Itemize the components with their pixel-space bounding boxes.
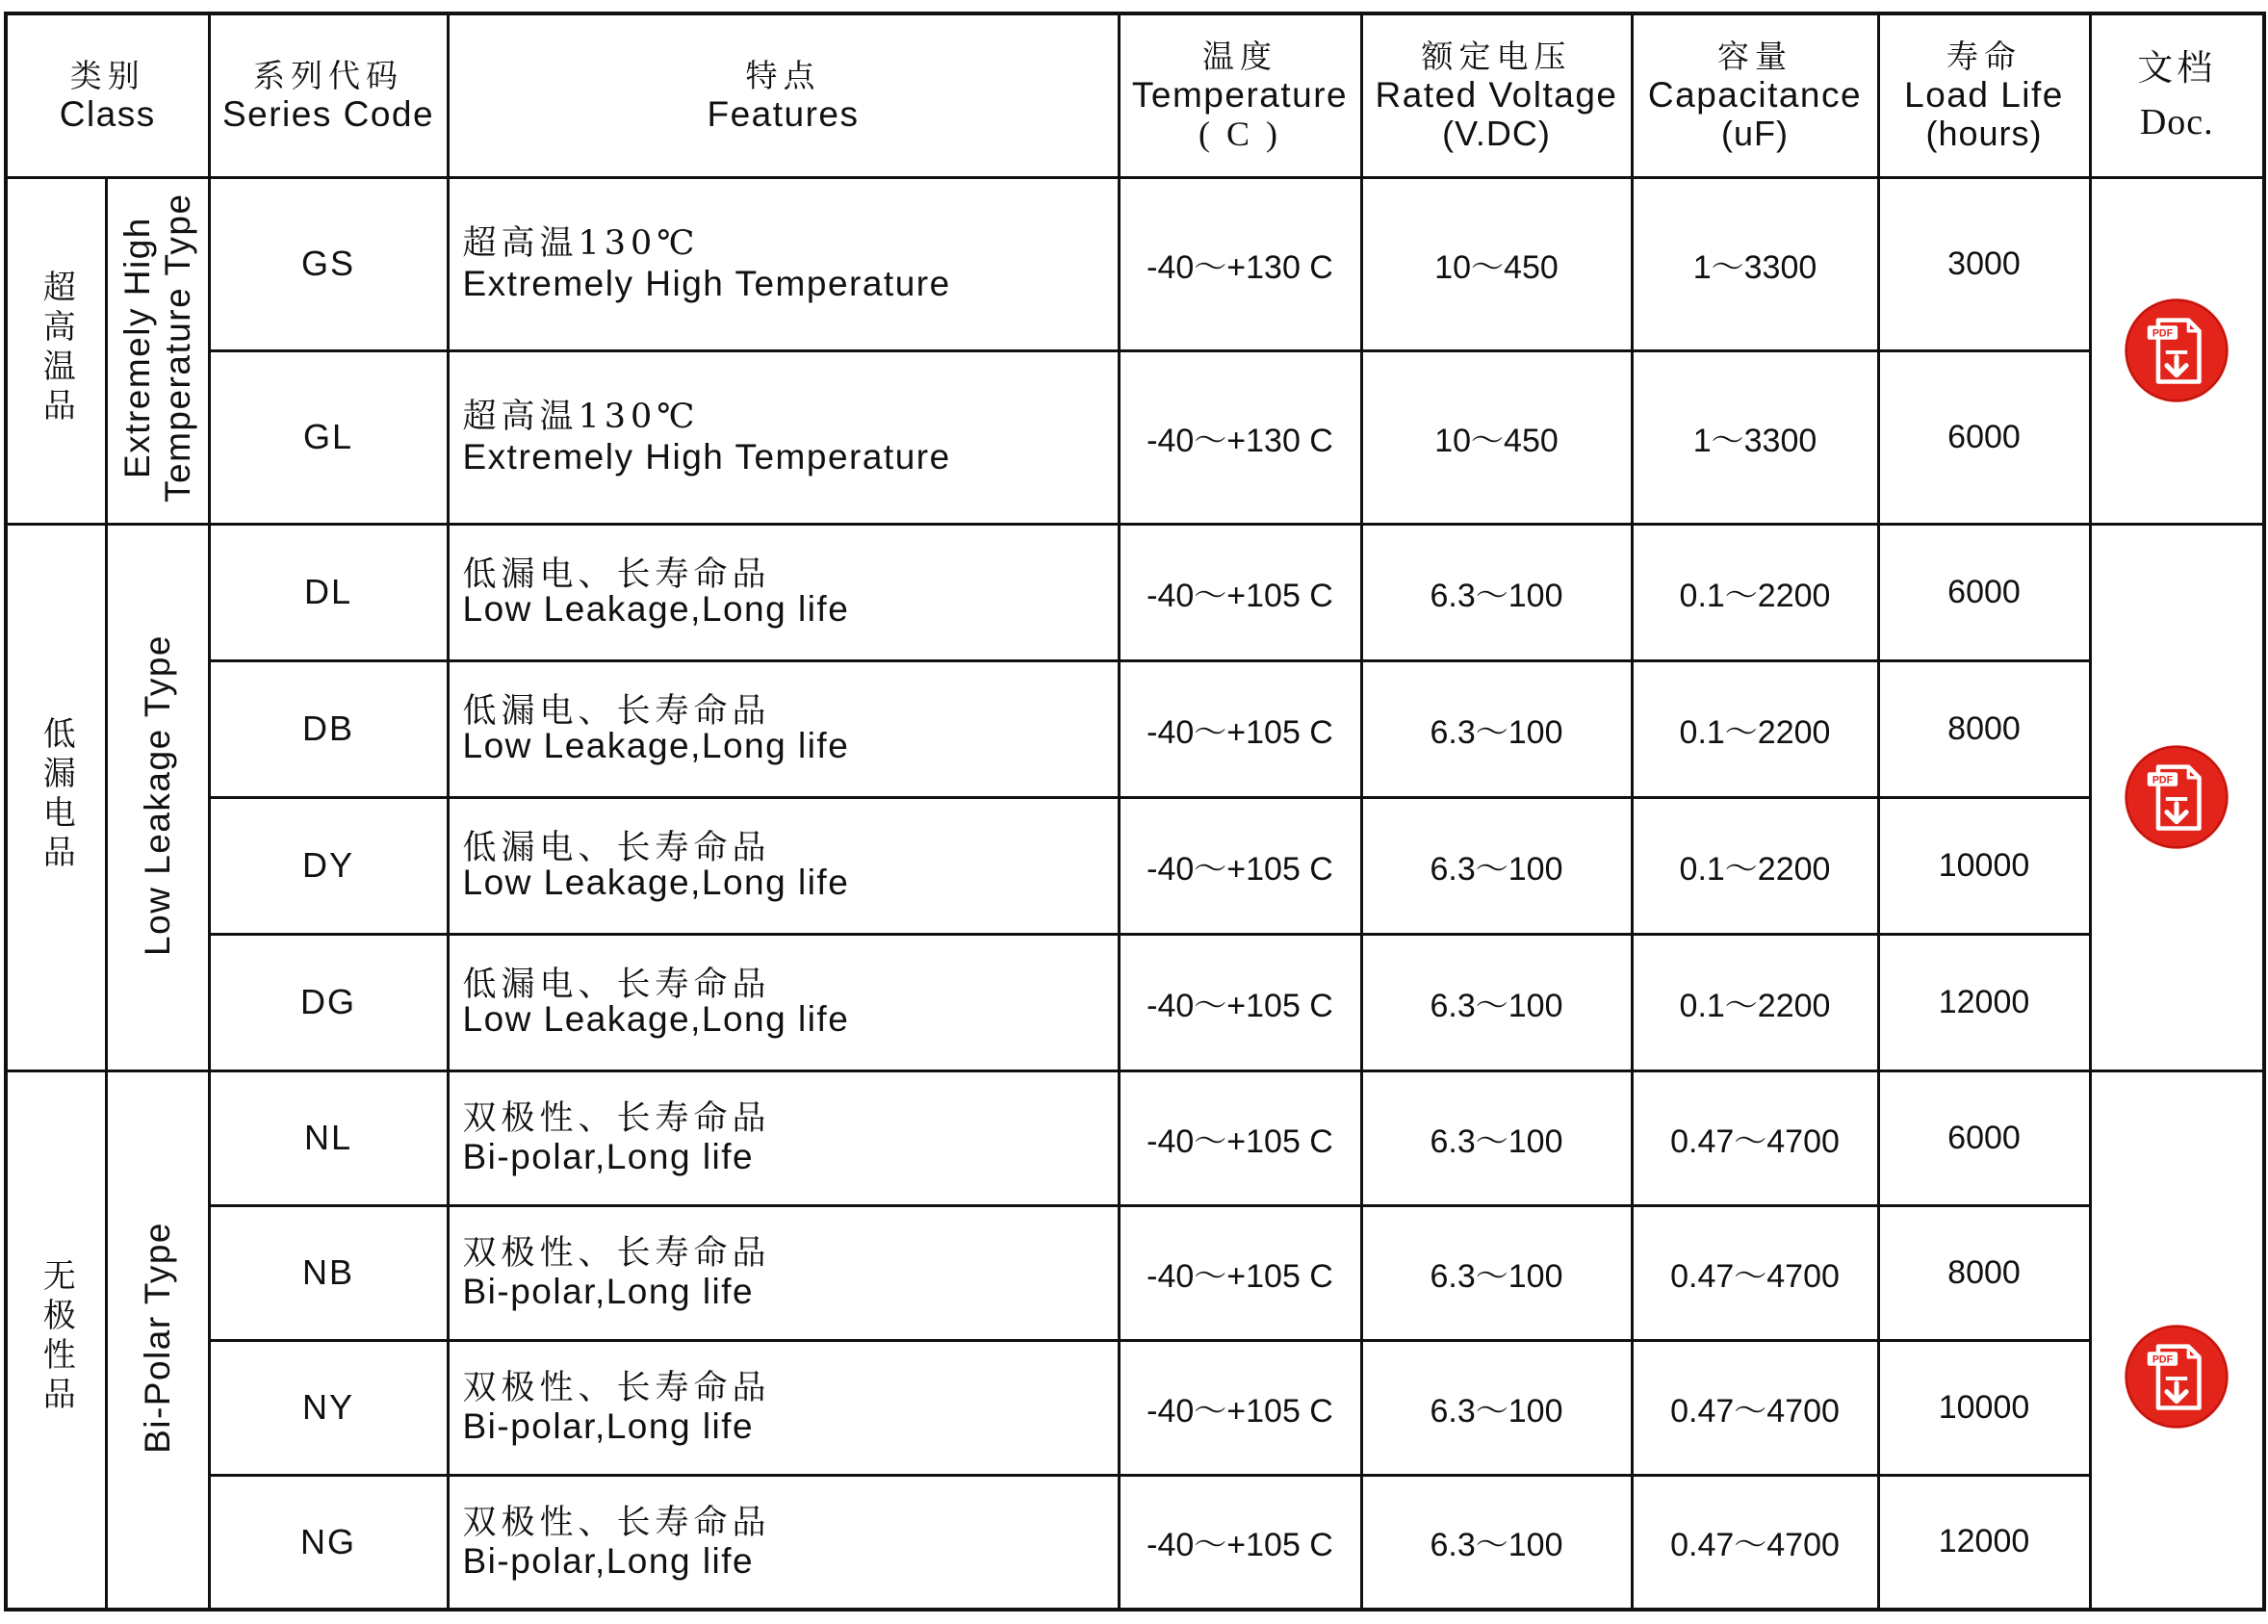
header-temperature [1119,13,1361,177]
features-cn: 低漏电、长寿命品 [462,829,771,867]
series-code-cell: DL [209,524,448,660]
header-rated-voltage-en: Rated Voltage [1375,75,1618,116]
features-cell [448,177,1119,350]
header-series-code-cn: 系列代码 [253,57,403,95]
rated-voltage-cell: 6.3～100 [1361,797,1632,934]
load-life-cell: 6000 [1878,1070,2090,1205]
series-code-cell: NB [209,1205,448,1340]
header-rated-voltage-cn: 额定电压 [1421,38,1572,76]
table-row [6,177,2264,350]
load-life-cell: 10000 [1878,797,2090,934]
load-life-cell: 3000 [1878,177,2090,350]
class-en-label: Bi-Polar Type [137,1221,177,1454]
temperature-cell: -40～+105 C [1119,1340,1361,1475]
features-en: Bi-polar,Long life [462,1406,755,1446]
class-cn-cell [6,1070,106,1610]
header-series-code-en: Series Code [221,94,435,135]
capacitance-cell: 0.47～4700 [1632,1340,1878,1475]
header-class [6,13,209,177]
class-en-label: Low Leakage Type [137,633,177,956]
capacitance-cell: 1～3300 [1632,177,1878,350]
series-code-cell: NG [209,1475,448,1610]
features-en: Extremely High Temperature [462,264,951,303]
series-code-cell: DY [209,797,448,934]
pdf-download-icon[interactable] [2123,743,2230,851]
features-en: Low Leakage,Long life [462,589,850,629]
features-cell [448,660,1119,797]
rated-voltage-cell: 6.3～100 [1361,934,1632,1070]
table-row [6,797,2264,934]
class-en-label: Extremely High Temperature Type [116,193,197,503]
features-cn: 超高温130℃ [462,398,700,436]
features-en: Bi-polar,Long life [462,1272,755,1311]
table-row [6,1205,2264,1340]
header-features-cn: 特点 [745,57,821,95]
class-cn-label: 低漏电品 [37,715,76,874]
class-cn-label: 无极性品 [37,1258,76,1417]
features-en: Low Leakage,Long life [462,863,850,902]
temperature-cell: -40～+105 C [1119,797,1361,934]
rated-voltage-cell: 10～450 [1361,177,1632,350]
features-cell [448,1205,1119,1340]
table-row [6,1475,2264,1610]
header-rated-voltage [1361,13,1632,177]
header-load-life-unit: (hours) [1925,114,2043,154]
features-cell [448,1070,1119,1205]
features-en: Extremely High Temperature [462,437,951,477]
table-row [6,524,2264,660]
header-rated-voltage-unit: (V.DC) [1442,114,1551,154]
pdf-icon-graphic [2123,296,2230,404]
capacitance-cell: 0.47～4700 [1632,1070,1878,1205]
table-row [6,350,2264,524]
header-class-en: Class [59,94,156,135]
series-code-cell: NY [209,1340,448,1475]
header-row [6,13,2264,177]
header-doc-en: Doc. [2139,102,2214,143]
features-cell [448,934,1119,1070]
features-en: Low Leakage,Long life [462,726,850,765]
rated-voltage-cell: 6.3～100 [1361,1340,1632,1475]
header-capacitance-en: Capacitance [1647,75,1863,116]
features-cn: 超高温130℃ [462,224,700,263]
header-class-cn: 类别 [69,57,145,95]
header-load-life-cn: 寿命 [1946,38,2022,76]
table-row [6,1070,2264,1205]
header-capacitance-cn: 容量 [1717,38,1792,76]
series-code-cell: DG [209,934,448,1070]
header-load-life-en: Load Life [1904,75,2064,116]
table-row [6,934,2264,1070]
features-cell [448,1340,1119,1475]
features-cn: 双极性、长寿命品 [462,1503,771,1542]
temperature-cell: -40～+105 C [1119,1070,1361,1205]
load-life-cell: 12000 [1878,1475,2090,1610]
temperature-cell: -40～+105 C [1119,1475,1361,1610]
temperature-cell: -40～+105 C [1119,1205,1361,1340]
pdf-icon-graphic [2123,1323,2230,1431]
capacitance-cell: 0.1～2200 [1632,797,1878,934]
class-cn-cell [6,524,106,1070]
table-row [6,1340,2264,1475]
header-series-code [209,13,448,177]
temperature-cell: -40～+105 C [1119,660,1361,797]
rated-voltage-cell: 10～450 [1361,350,1632,524]
features-cn: 低漏电、长寿命品 [462,555,771,594]
features-cn: 低漏电、长寿命品 [462,966,771,1004]
features-cell [448,524,1119,660]
header-temperature-unit: ( C ) [1198,115,1281,154]
series-code-cell: DB [209,660,448,797]
temperature-cell: -40～+130 C [1119,177,1361,350]
features-cn: 双极性、长寿命品 [462,1369,771,1407]
load-life-cell: 8000 [1878,660,2090,797]
header-temperature-en: Temperature [1131,75,1349,116]
pdf-download-icon[interactable] [2123,1323,2230,1431]
rated-voltage-cell: 6.3～100 [1361,1475,1632,1610]
capacitance-cell: 0.47～4700 [1632,1475,1878,1610]
pdf-download-icon[interactable] [2123,296,2230,404]
pdf-icon-label: PDF [2152,1353,2174,1366]
series-spec-table [4,12,2266,1611]
header-capacitance-unit: (uF) [1721,114,1789,154]
class-en-cell [106,1070,209,1610]
features-cell [448,350,1119,524]
header-features-en: Features [707,94,860,135]
rated-voltage-cell: 6.3～100 [1361,660,1632,797]
header-temperature-cn: 温度 [1202,38,1277,76]
class-cn-label: 超高温品 [37,269,76,427]
doc-cell [2090,1070,2264,1610]
load-life-cell: 6000 [1878,350,2090,524]
features-en: Low Leakage,Long life [462,999,850,1039]
pdf-icon-graphic [2123,743,2230,851]
header-capacitance [1632,13,1878,177]
capacitance-cell: 0.1～2200 [1632,524,1878,660]
features-cn: 双极性、长寿命品 [462,1099,771,1138]
header-doc-cn: 文档 [2137,47,2217,90]
class-en-cell [106,524,209,1070]
load-life-cell: 10000 [1878,1340,2090,1475]
load-life-cell: 6000 [1878,524,2090,660]
load-life-cell: 8000 [1878,1205,2090,1340]
temperature-cell: -40～+130 C [1119,350,1361,524]
temperature-cell: -40～+105 C [1119,524,1361,660]
features-en: Bi-polar,Long life [462,1137,755,1176]
rated-voltage-cell: 6.3～100 [1361,1205,1632,1340]
table-row [6,660,2264,797]
pdf-icon-label: PDF [2152,774,2174,786]
class-cn-cell [6,177,106,524]
features-cell [448,797,1119,934]
doc-cell [2090,177,2264,524]
series-code-cell: GL [209,350,448,524]
doc-cell [2090,524,2264,1070]
features-en: Bi-polar,Long life [462,1540,755,1581]
load-life-cell: 12000 [1878,934,2090,1070]
capacitance-cell: 0.47～4700 [1632,1205,1878,1340]
capacitance-cell: 0.1～2200 [1632,934,1878,1070]
header-doc [2090,13,2264,177]
header-features [448,13,1119,177]
features-cn: 双极性、长寿命品 [462,1234,771,1273]
capacitance-cell: 0.1～2200 [1632,660,1878,797]
temperature-cell: -40～+105 C [1119,934,1361,1070]
header-load-life [1878,13,2090,177]
features-cn: 低漏电、长寿命品 [462,692,771,731]
class-en-cell [106,177,209,524]
series-code-cell: NL [209,1070,448,1205]
series-code-cell: GS [209,177,448,350]
capacitance-cell: 1～3300 [1632,350,1878,524]
rated-voltage-cell: 6.3～100 [1361,1070,1632,1205]
rated-voltage-cell: 6.3～100 [1361,524,1632,660]
pdf-icon-label: PDF [2152,327,2174,340]
features-cell [448,1475,1119,1610]
